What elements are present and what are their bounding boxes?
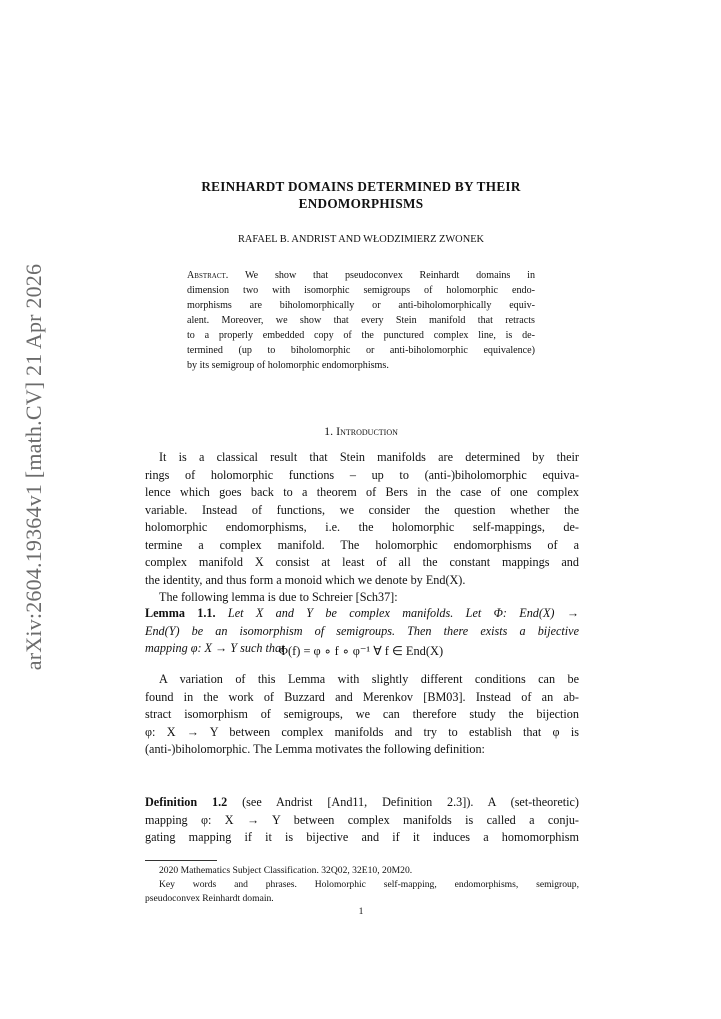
footnote-rule [145, 860, 217, 861]
body-line: φ: X → Y between complex manifolds and try to establish that φ is [145, 724, 579, 739]
lemma-label: Lemma 1.1. [145, 606, 216, 620]
body-line: (anti-)biholomorphic. The Lemma motivates the following definition: [145, 742, 485, 756]
body-line: found in the work of Buzzard and Merenkov [BM03]. Instead of an ab- [145, 689, 579, 704]
author-list: RAFAEL B. ANDRIST AND WŁODZIMIERZ ZWONEK [237, 234, 485, 245]
paper-title [145, 178, 577, 212]
footnotes [145, 864, 579, 906]
abstract-label: Abstract. [187, 270, 229, 281]
lemma-text: Let X and Y be complex manifolds. Let Φ: End(X) → [215, 606, 580, 620]
definition-block [145, 794, 579, 847]
definition-label: Definition 1.2 [145, 795, 228, 809]
definition-text: A (set-theoretic) [473, 795, 579, 809]
lemma-text: mapping φ: X → Y such that [145, 641, 285, 655]
display-equation: Φ(f) = φ ∘ f ∘ φ⁻¹ ∀ f ∈ End(X) [278, 644, 444, 658]
footnote-line: pseudoconvex Reinhardt domain. [145, 893, 274, 904]
body-line: variable. Instead of functions, we consider the question whether the [145, 502, 579, 517]
abstract [187, 268, 535, 373]
body-line: complex manifold X consist at least of all the constant mappings and [145, 555, 579, 569]
definition-ref: (see Andrist [And11, Definition 2.3]). [227, 795, 474, 809]
intro-paragraph [145, 449, 579, 607]
lemma-text: End(Y) be an isomorphism of semigroups. Then there exists a bijective [145, 623, 579, 638]
section-heading [145, 424, 577, 439]
body-line: termine a complex manifold. The holomorphic endomorphisms of a [145, 537, 579, 552]
arxiv-identifier: arXiv:2604.19364v1 [math.CV] 21 Apr 2026 [21, 263, 46, 670]
body-line: rings of holomorphic functions – up to (anti-)biholomorphic equiva- [145, 467, 579, 482]
body-line: the identity, and thus form a monoid which we denote by End(X). [145, 572, 466, 587]
body-line: lence which goes back to a theorem of Bers in the case of one complex [145, 485, 579, 499]
abstract-line: by its semigroup of holomorphic endomorphisms. [187, 360, 389, 371]
page-number: 1 [358, 906, 364, 917]
variation-paragraph [145, 671, 579, 759]
abstract-line: to a properly embedded copy of the punctured complex line, is de- [187, 330, 535, 341]
title-line: REINHARDT DOMAINS DETERMINED BY THEIR [201, 179, 521, 194]
abstract-line: alent. Moreover, we show that every Stein manifold that retracts [187, 315, 535, 326]
abstract-line: dimension two with isomorphic semigroups of holomorphic endo- [187, 285, 535, 296]
title-line: ENDOMORPHISMS [298, 196, 424, 211]
abstract-line: morphisms are biholomorphically or anti-biholomorphically equiv- [187, 300, 535, 311]
body-line: A variation of this Lemma with slightly different conditions can be [159, 672, 579, 686]
body-line: stract isomorphism of semigroups, we can therefore study the bijection [145, 707, 579, 721]
definition-text: mapping φ: X → Y between complex manifolds is called a conju- [145, 812, 579, 827]
abstract-line: termined (up to biholomorphic or anti-biholomorphic equivalence) [187, 345, 535, 356]
definition-text: gating mapping if it is bijective and if it induces a homomorphism [145, 830, 579, 844]
section-title: Introduction [336, 424, 398, 438]
footnote-line: 2020 Mathematics Subject Classification. 32Q02, 32E10, 20M20. [159, 865, 413, 876]
section-number: 1. [324, 424, 334, 438]
abstract-line: We show that pseudoconvex Reinhardt domains in [228, 270, 535, 281]
footnote-line: Key words and phrases. Holomorphic self-mapping, endomorphisms, semigroup, [159, 879, 579, 890]
body-line: The following lemma is due to Schreier [Sch37]: [159, 590, 398, 604]
body-line: holomorphic endomorphisms, i.e. the holomorphic self-mappings, de- [145, 520, 579, 534]
body-line: It is a classical result that Stein manifolds are determined by their [159, 450, 579, 464]
arxiv-side-stamp [14, 263, 54, 670]
